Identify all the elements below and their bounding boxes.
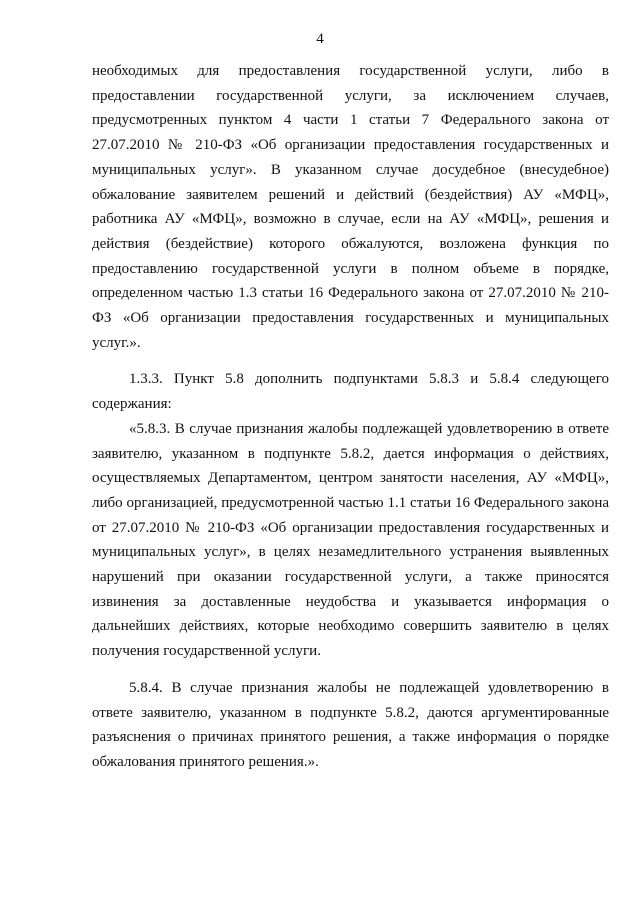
paragraph-5-8-3: «5.8.3. В случае признания жалобы подлежащей удовлетворению в ответе заявителю, указанном в подпункте 5.8.2, дается информация о действиях, осуществляемых Департаментом, центром занятости населения, АУ «МФЦ», либо организацией, предусмотренной частью 1.1 статьи 16 Федерального закона от 27.07.2010 № 210-ФЗ «Об организации предоставления государственных и муниципальных услуг», в целях незамедлительного устранения выявленных нарушений при оказании государственной услуги, а также приносятся извинения за доставленные неудобства и указывается информация о дальнейших действиях, которые необходимо совершить заявителю в целях получения государственной услуги. [92,420,609,660]
paragraph-exclusions-continuation: необходимых для предоставления государственной услуги, либо в предоставлении государственной услуги, за исключением случаев, предусмотренных пунктом 4 части 1 статьи 7 Федерального закона от 27.07.2010 № 210-ФЗ «Об организации предоставления государственных и муниципальных услуг». В указанном случае досудебное (внесудебное) обжалование заявителем решений и действий (бездействия) АУ «МФЦ», работника АУ «МФЦ», возможно в случае, если на АУ «МФЦ», решения и действия (бездействие) которого обжалуются, возложена функция по предоставлению государственной услуги в полном объеме в порядке, определенном частью 1.3 статьи 16 Федерального закона от 27.07.2010 № 210-ФЗ «Об организации предоставления государственных и муниципальных услуг.». [92,63,609,351]
paragraph-1-3-3: 1.3.3. Пункт 5.8 дополнить подпунктами 5.8.3 и 5.8.4 следующего содержания: [92,371,609,413]
paragraph-gap [92,355,609,367]
paragraph-5-8-4: 5.8.4. В случае признания жалобы не подлежащей удовлетворению в ответе заявителю, указанном в подпункте 5.8.2, даются аргументированные разъяснения о причинах принятого решения, а также информация о порядке обжалования принятого решения.». [92,679,609,770]
document-body [92,59,609,775]
paragraph-gap [92,664,609,676]
page-number: 4 [316,31,324,47]
